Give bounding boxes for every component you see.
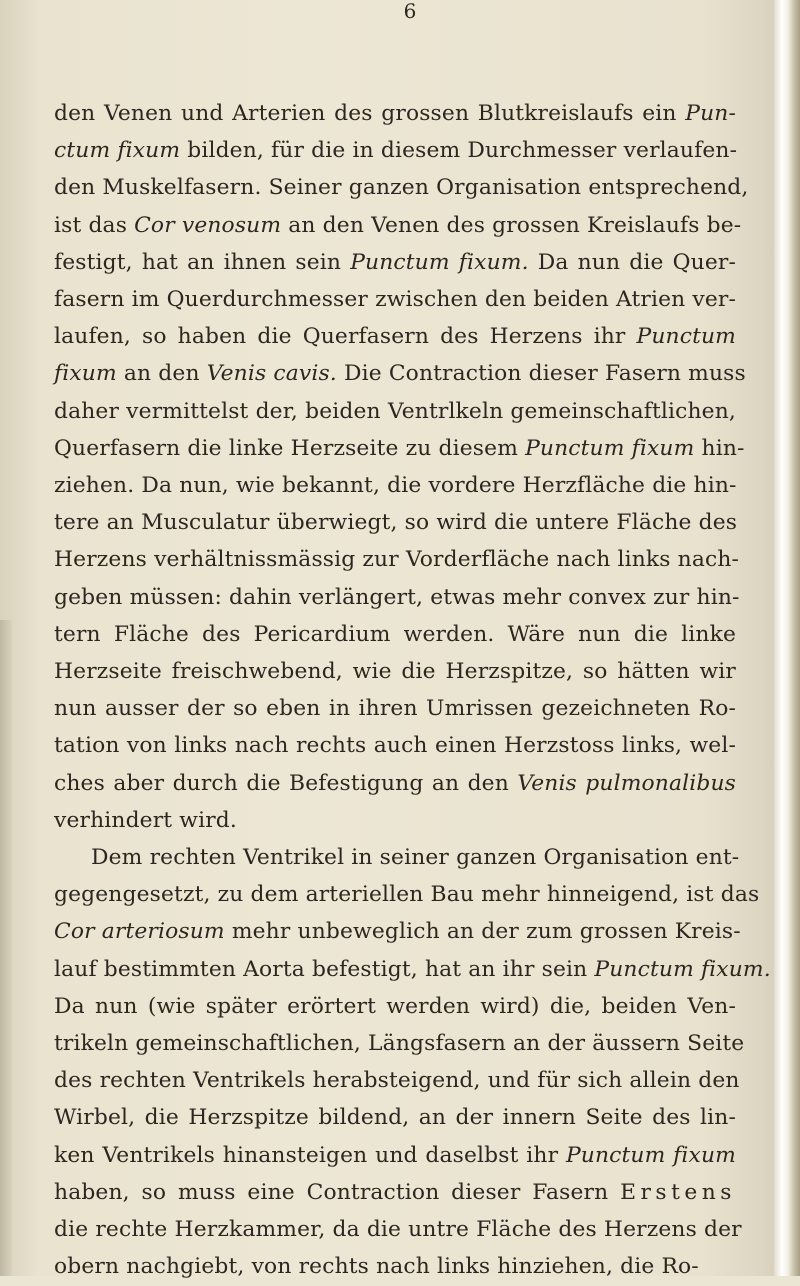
text-line	[54, 616, 736, 653]
italic-term: ctum fixum	[54, 138, 181, 164]
text-line	[54, 1211, 742, 1248]
text-segment: obern nachgiebt, von rechts nach links hinziehen, die Ro-	[54, 1254, 699, 1280]
text-line	[54, 988, 736, 1025]
text-line	[54, 653, 736, 690]
page-left-shadow	[0, 620, 12, 1276]
text-line	[54, 765, 736, 802]
text-line	[54, 169, 749, 206]
text-segment: den Muskelfasern. Seiner ganzen Organisation entsprechend,	[54, 175, 749, 201]
text-segment: fasern im Querdurchmesser zwischen den beiden Atrien ver-	[54, 287, 736, 313]
text-segment: ist das	[54, 212, 135, 238]
text-line	[54, 876, 760, 913]
text-segment: tere an Musculatur überwiegt, so wird die untere Fläche des	[54, 510, 738, 536]
text-line	[54, 1174, 736, 1211]
text-segment: geben müssen: dahin verlängert, etwas mehr convex zur hin-	[54, 584, 740, 610]
italic-term: Punctum fixum	[525, 435, 695, 461]
text-segment: Dem rechten Ventrikel in seiner ganzen Organisation ent-	[91, 845, 740, 871]
text-segment: bilden, für die in diesem Durchmesser verlaufen-	[180, 138, 738, 164]
body-text	[54, 95, 771, 1286]
text-segment: festigt, hat an ihnen sein	[54, 249, 351, 275]
text-segment: verhindert wird.	[54, 807, 237, 833]
text-line	[54, 690, 736, 727]
text-line	[54, 355, 746, 392]
text-segment: haben, so muss eine Contraction dieser Fasern	[54, 1179, 621, 1205]
text-line	[54, 504, 736, 541]
text-segment: Die Contraction dieser Fasern muss	[336, 361, 746, 387]
text-segment: mehr unbeweglich an der zum grossen Kreis-	[224, 919, 741, 945]
text-line	[54, 1062, 740, 1099]
italic-term: Punctum	[636, 324, 736, 350]
text-segment: hin-	[694, 435, 745, 461]
text-segment: gegengesetzt, zu dem arteriellen Bau mehr hinneigend, ist das	[54, 882, 760, 908]
text-line	[54, 541, 740, 578]
text-segment: tern Fläche des Pericardium werden. Wäre nun die linke	[54, 621, 736, 647]
text-segment: Querfasern die linke Herzseite zu diesem	[54, 435, 526, 461]
text-line	[54, 727, 736, 764]
text-segment: lauf bestimmten Aorta befestigt, hat an ihr sein	[54, 956, 595, 982]
italic-term: Pun-	[685, 101, 736, 126]
text-segment: den Venen und Arterien des grossen Blutkreislaufs ein	[54, 101, 686, 126]
italic-term: Punctum fixum	[565, 1142, 736, 1168]
spaced-emphasis: Erstens	[620, 1179, 736, 1205]
italic-term: Punctum fixum.	[594, 956, 771, 982]
text-line	[54, 802, 736, 839]
text-segment: tation von links nach rechts auch einen Herzstoss links, wel-	[54, 733, 736, 759]
text-line	[54, 318, 736, 355]
page-right-edge	[774, 0, 800, 1276]
text-line	[54, 1025, 745, 1062]
text-segment: ziehen. Da nun, wie bekannt, die vordere Herzfläche die hin-	[54, 473, 737, 499]
text-line	[54, 132, 736, 169]
text-segment: daher vermittelst der, beiden Ventrlkeln gemeinschaftlichen,	[54, 398, 736, 424]
text-line	[54, 951, 771, 988]
text-segment: an den	[116, 361, 207, 387]
text-segment: die rechte Herzkammer, da die untre Fläche des Herzens der	[54, 1217, 742, 1243]
text-line	[54, 839, 740, 876]
italic-term: fixum	[54, 361, 117, 387]
text-segment: des rechten Ventrikels herabsteigend, und für sich allein den	[54, 1068, 740, 1094]
text-line	[54, 430, 745, 467]
text-segment: nun ausser der so eben in ihren Umrissen gezeichneten Ro-	[54, 696, 736, 722]
italic-term: Cor venosum	[134, 212, 282, 238]
italic-term: Cor arteriosum	[54, 919, 225, 945]
text-segment: ches aber durch die Befestigung an den	[54, 770, 518, 796]
page-number: 6	[403, 0, 417, 23]
text-segment: ken Ventrikels hinansteigen und daselbst ihr	[54, 1142, 566, 1168]
italic-term: Punctum fixum.	[350, 249, 529, 275]
italic-term: Venis pulmonalibus	[517, 770, 736, 796]
text-line	[54, 1248, 736, 1285]
text-line	[54, 1137, 736, 1174]
italic-term: Venis cavis.	[206, 361, 337, 387]
text-line	[54, 467, 736, 504]
text-line	[54, 393, 736, 430]
text-line	[54, 244, 736, 281]
text-line	[54, 207, 742, 244]
text-line	[54, 281, 736, 318]
text-line	[54, 95, 736, 132]
text-segment: laufen, so haben die Querfasern des Herzens ihr	[54, 324, 637, 350]
text-line	[54, 913, 741, 950]
text-segment: trikeln gemeinschaftlichen, Längsfasern an der äussern Seite	[54, 1031, 745, 1057]
text-segment: an den Venen des grossen Kreislaufs be-	[281, 212, 742, 238]
text-line	[54, 579, 740, 616]
text-segment: Wirbel, die Herzspitze bildend, an der innern Seite des lin-	[54, 1105, 736, 1131]
text-segment: Da nun die Quer-	[528, 249, 736, 275]
text-segment: Herzseite freischwebend, wie die Herzspitze, so hätten wir	[54, 659, 736, 685]
text-segment: Da nun (wie später erörtert werden wird) die, beiden Ven-	[54, 993, 736, 1019]
text-segment: Herzens verhältnissmässig zur Vorderfläche nach links nach-	[54, 547, 740, 573]
text-line	[54, 1099, 736, 1136]
